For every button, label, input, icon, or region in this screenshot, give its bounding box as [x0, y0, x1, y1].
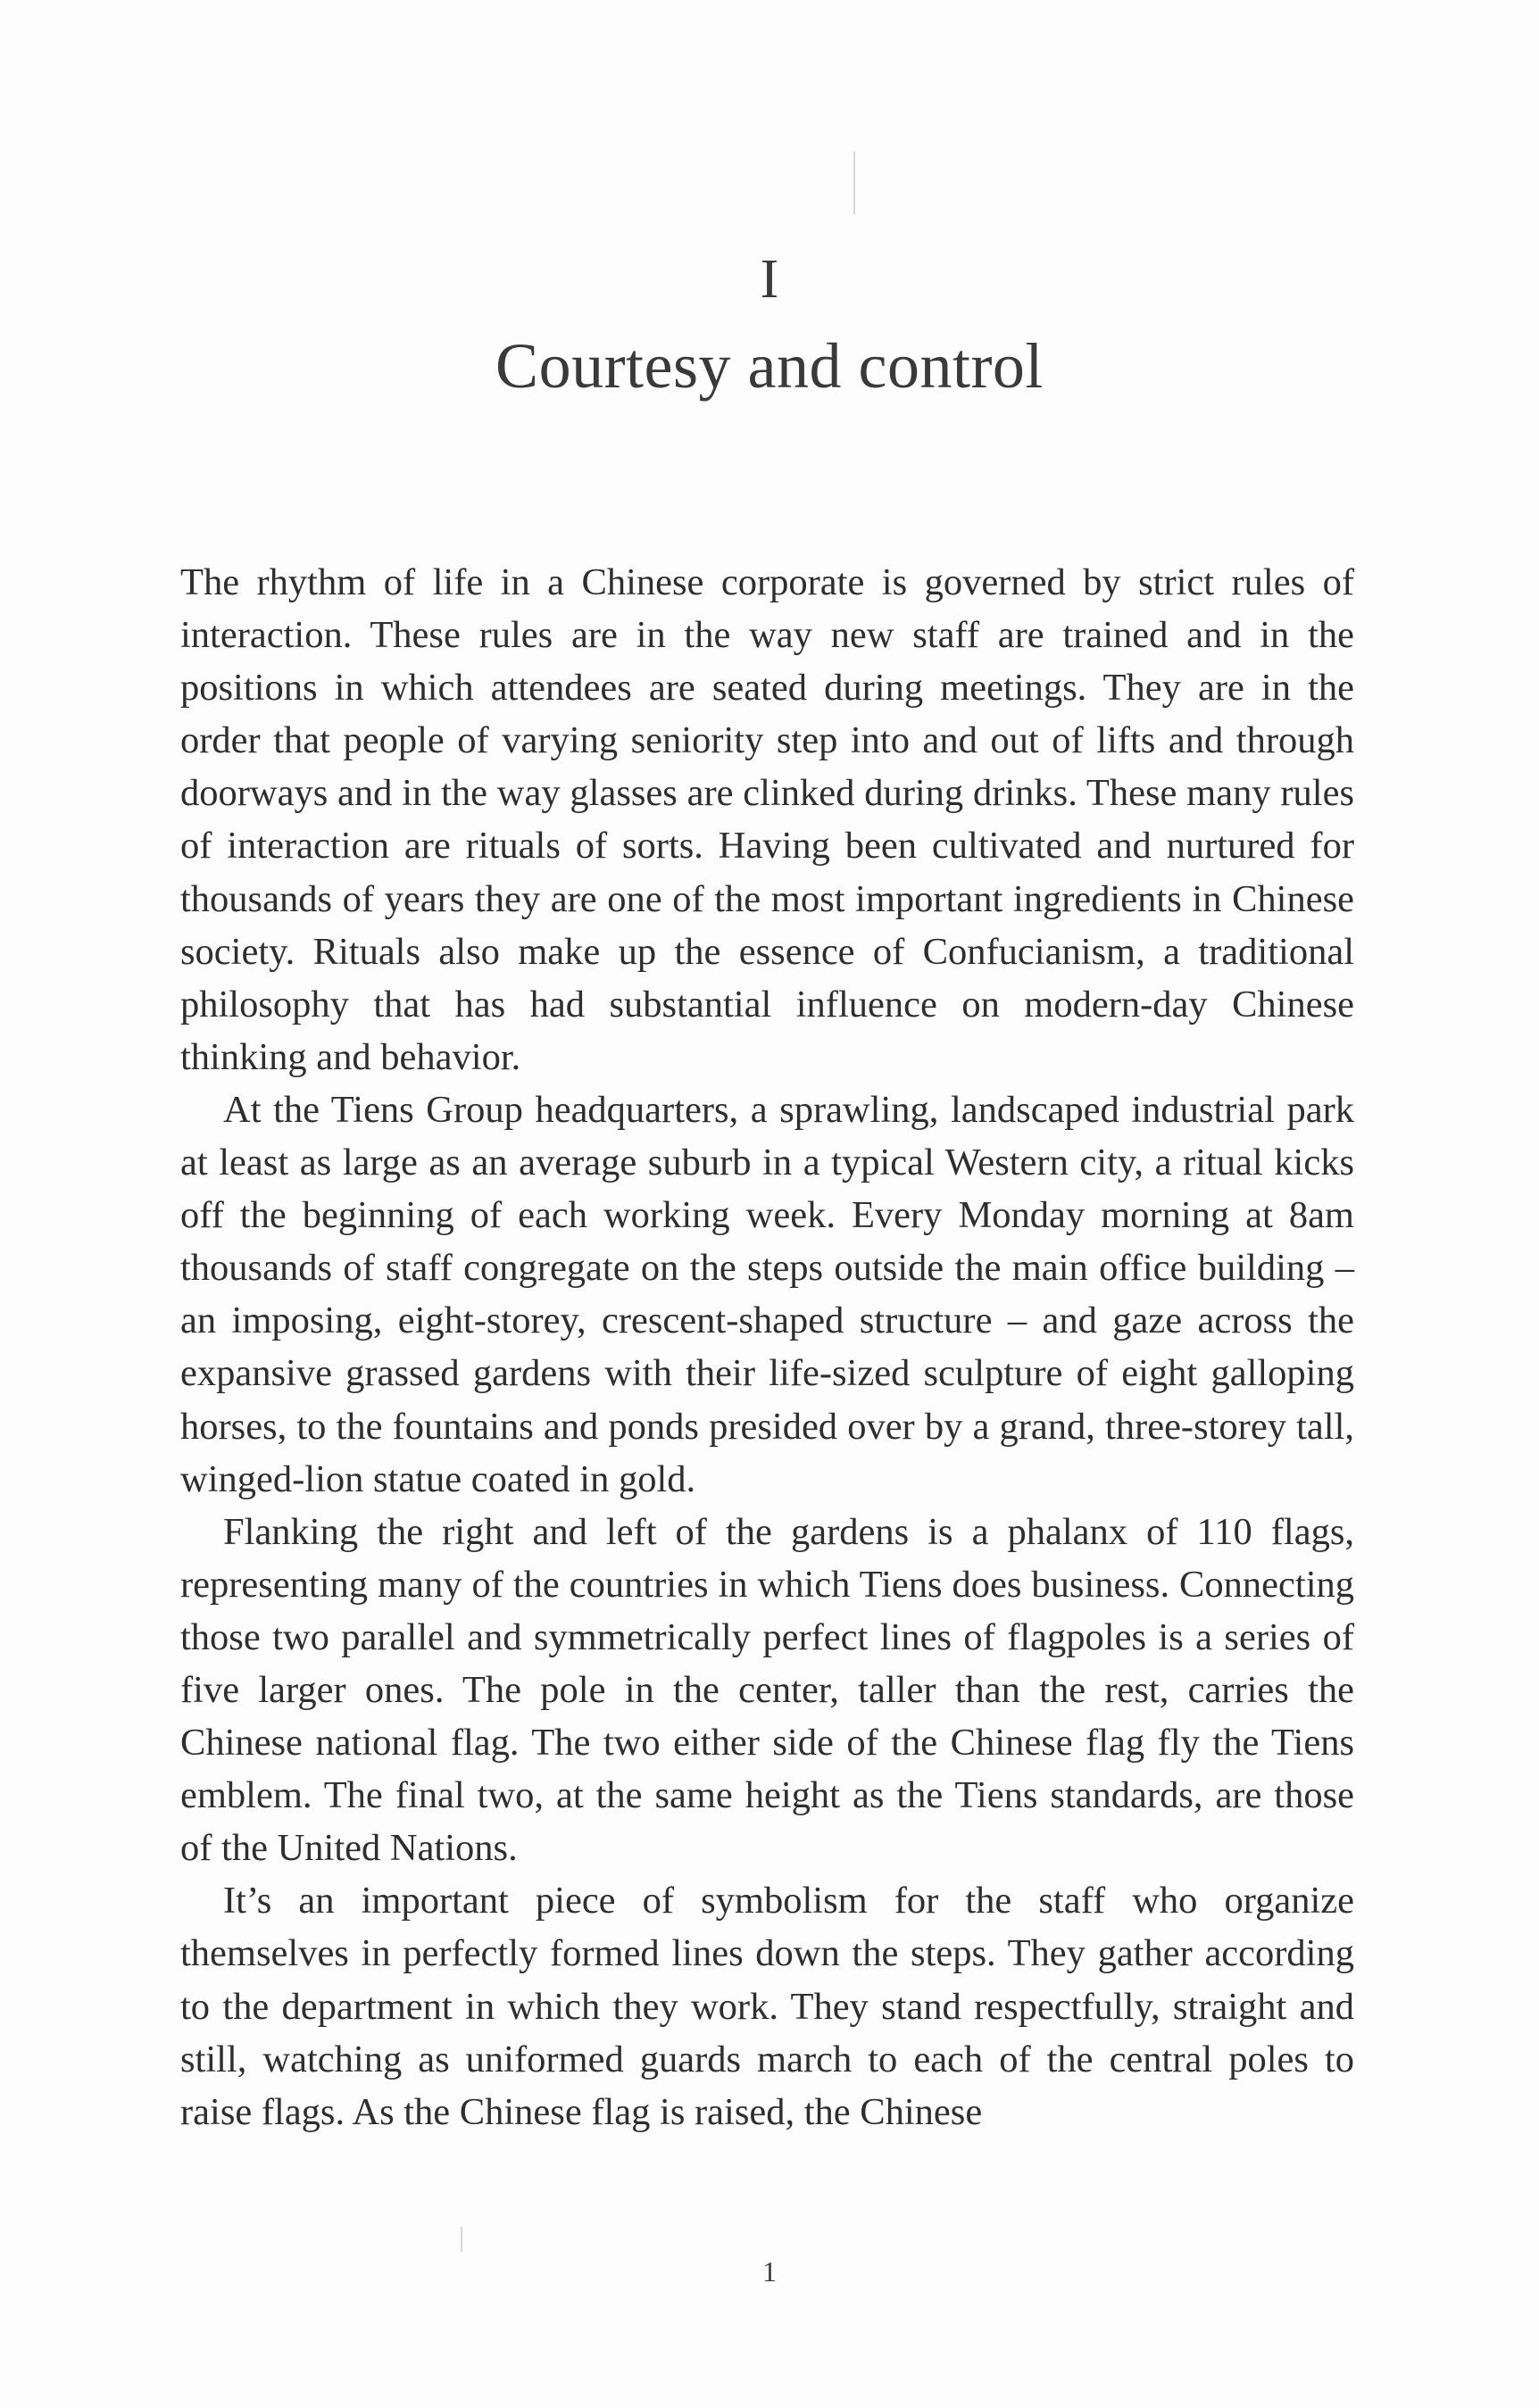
- scan-mark: [853, 152, 855, 214]
- paragraph: The rhythm of life in a Chinese corporate is governed by strict rules of interaction. These rules are in the way new staff are trained and in the positions in which attendees are seated during meetings. They are in the order that people of varying seniority step into and out of lifts and through doorways and in the way glasses are clinked during drinks. These many rules of interaction are rituals of sorts. Having been cultivated and nurtured for thousands of years they are one of the most important ingredients in Chinese society. Rituals also make up the essence of Confucianism, a traditional philosophy that has had substantial influence on modern-day Chinese thinking and behavior.: [180, 561, 1354, 1078]
- chapter-number: I: [760, 249, 779, 310]
- paragraph: It’s an important piece of symbolism for the staff who organize themselves in perfectly formed lines down the steps. They gather according to the department in which they work. They stand respectfully, straight and still, watching as uniformed guards march to each of the central poles to raise flags. As the Chinese flag is raised, the Chinese: [180, 1880, 1354, 2133]
- paragraph: Flanking the right and left of the gardens is a phalanx of 110 flags, representing many of the countries in which Tiens does business. Connecting those two parallel and symmetrically perfect lines of flagpoles is a series of five larger ones. The pole in the center, taller than the rest, carries the Chinese national flag. The two either side of the Chinese flag fly the Tiens emblem. The final two, at the same height as the Tiens standards, are those of the United Nations.: [180, 1510, 1354, 1870]
- page-number: 1: [762, 2255, 777, 2288]
- scan-mark: [461, 2227, 462, 2252]
- body-text: [180, 556, 1354, 2138]
- chapter-title: Courtesy and control: [495, 330, 1044, 402]
- paragraph: At the Tiens Group headquarters, a sprawling, landscaped industrial park at least as large as an average suburb in a typical Western city, a ritual kicks off the beginning of each working week. Every Monday morning at 8am thousands of staff congregate on the steps outside the main office building – an imposing, eight-storey, crescent-shaped structure – and gaze across the expansive grassed gardens with their life-sized sculpture of eight galloping horses, to the fountains and ponds presided over by a grand, three-storey tall, winged-lion statue coated in gold.: [180, 1088, 1354, 1500]
